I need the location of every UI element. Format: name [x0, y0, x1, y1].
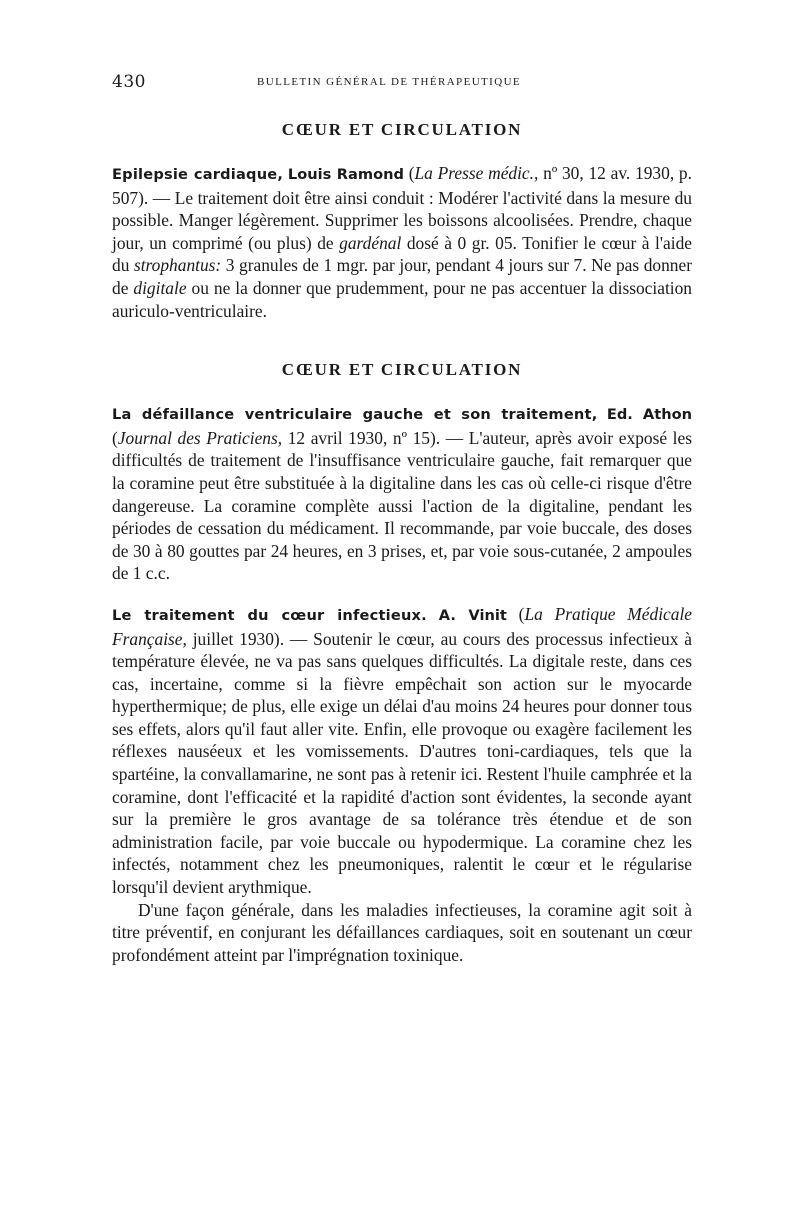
article-body: ou ne la donner que prudemment, pour ne pas accentuer la dissociation auriculo-ventriculaire.: [112, 277, 693, 321]
drug-name: digitale: [133, 277, 187, 298]
article-epilepsie-cardiaque: Epilepsie cardiaque, Louis Ramond (La Presse médic., nº 30, 12 av. 1930, p. 507). — Le traitement doit être ainsi conduit : Modérer l'activité dans la mesure du possible. Manger légèrement. Supprimer les boissons alcoolisées. Prendre, chaque jour, un comprimé (ou plus) de gardénal dosé à 0 gr. 05. Tonifier le cœur à l'aide du strophantus: 3 granules de 1 mgr. par jour, pendant 4 jours sur 7. Ne pas donner de digitale ou ne la donner que prudemment, pour ne pas accentuer la dissociation auriculo-ventriculaire.: [112, 163, 693, 321]
article-body: — L'auteur, après avoir exposé les difficultés de traitement de l'insuffisance ventriculaire gauche, fait remarquer que la coramine peut être substituée à la digitaline dans les cas où celle-ci risque d'être dangereuse. La coramine complète aussi l'action de la digitaline, pendant les périodes de cessation du médicament. Il recommande, par voie buccale, des doses de 30 à 80 gouttes par 24 heures, en 3 prises, et, par voie sous-cutanée, 2 ampoules de 1 c.c.: [112, 427, 692, 584]
drug-name: strophantus:: [133, 255, 222, 276]
journal-reference: Journal des Praticiens,: [117, 427, 283, 448]
section-title: CŒUR ET CIRCULATION: [281, 120, 523, 139]
journal-title: BULLETIN GÉNÉRAL DE THÉRAPEUTIQUE: [257, 76, 522, 88]
drug-name: gardénal: [339, 232, 402, 253]
article-author: Louis Ramond: [287, 166, 404, 183]
article-defaillance-ventriculaire: La défaillance ventriculaire gauche et son traitement, Ed. Athon (Journal des Praticiens, 12 avril 1930, nº 15). — L'auteur, après avoir exposé les difficultés de traitement de l'insuffisance ventriculaire gauche, fait remarquer que la coramine peut être substituée à la digitaline dans les cas où celle-ci risque d'être dangereuse. La coramine complète aussi l'action de la digitaline, pendant les périodes de cessation du médicament. Il recommande, par voie buccale, des doses de 30 à 80 gouttes par 24 heures, en 3 prises, et, par voie sous-cutanée, 2 ampoules de 1 c.c.: [112, 406, 692, 584]
article-coeur-infectieux: Le traitement du cœur infectieux. A. Vinit (La Pratique Médicale Française, juillet 1930). — Soutenir le cœur, au cours des processus infectieux à température élevée, ne va pas sans quelques difficultés. La digitale reste, dans ces cas, incertaine, comme si la fièvre empêchait son action sur le myocarde hyperthermique; de plus, elle exige un délai d'au moins 24 heures pour donner tous ses effets, alors qu'il faut aller vite. Enfin, elle provoque ou exagère facilement les réflexes nauséeux et les vomissements. D'autres toni-cardiaques, tels que la spartéine, la convallamarine, ne sont pas à retenir ici. Restent l'huile camphrée et la coramine, dont l'efficacité et la rapidité d'action sont évidentes, la seconde ayant sur la première le gros avantage de sa tolérance très étendue et de son administration facile, par voie buccale ou hypodermique. La coramine chez les infectés, notamment chez les pneumoniques, ralentit le cœur et le régularise lorsqu'il devient arythmique.: [112, 603, 693, 898]
article-body: — Soutenir le cœur, au cours des processus infectieux à température élevée, ne va pas sans quelques difficultés. La digitale reste, dans ces cas, incertaine, comme si la fièvre empêchait son action sur le myocarde hyperthermique; de plus, elle exige un délai d'au moins 24 heures pour donner tous ses effets, alors qu'il faut aller vite. Enfin, elle provoque ou exagère facilement les réflexes nauséeux et les vomissements. D'autres toni-cardiaques, tels que la spartéine, la convallamarine, ne sont pas à retenir ici. Restent l'huile camphrée et la coramine, dont l'efficacité et la rapidité d'action sont évidentes, la seconde ayant sur la première le gros avantage de sa tolérance très étendue et de son administration facile, par voie buccale ou hypodermique. La coramine chez les infectés, notamment chez les pneumoniques, ralentit le cœur et le régularise lorsqu'il devient arythmique.: [112, 628, 692, 898]
journal-reference: La Pratique Médicale Française,: [112, 603, 693, 649]
article-body: — Le traitement doit être ainsi conduit : Modérer l'activité dans la mesure du possible. Manger légèrement. Supprimer les boissons alcoolisées. Prendre, chaque jour, un comprimé (ou plus) de: [112, 187, 692, 253]
article-body: 3 granules de 1 mgr. par jour, pendant 4 jours sur 7. Ne pas donner de: [112, 255, 692, 298]
page-number: 430: [112, 72, 146, 92]
reference-details: juillet 1930).: [186, 628, 285, 649]
article-body: dosé à 0 gr. 05. Tonifier le cœur à l'aide du: [112, 232, 692, 276]
article-title: Epilepsie cardiaque,: [112, 166, 284, 183]
article-author: A. Vinit: [438, 606, 507, 624]
article-title: La défaillance ventriculaire gauche et son traitement,: [112, 406, 598, 424]
running-header: [112, 72, 692, 102]
article-title: Le traitement du cœur infectieux.: [112, 606, 427, 624]
reference-details: 12 avril 1930, nº 15).: [282, 427, 441, 448]
article-continuation-paragraph: D'une façon générale, dans les maladies infectieuses, la coramine agit soit à titre préventif, en conjurant les défaillances cardiaques, soit en soutenant un cœur profondément atteint par l'imprégnation toxinique.: [112, 899, 692, 965]
article-author: Ed. Athon: [606, 406, 692, 424]
reference-details: , nº 30, 12 av. 1930, p. 507).: [112, 163, 692, 208]
book-page: [112, 72, 692, 966]
section-title: CŒUR ET CIRCULATION: [281, 360, 523, 380]
journal-reference: La Presse médic.: [414, 163, 535, 183]
